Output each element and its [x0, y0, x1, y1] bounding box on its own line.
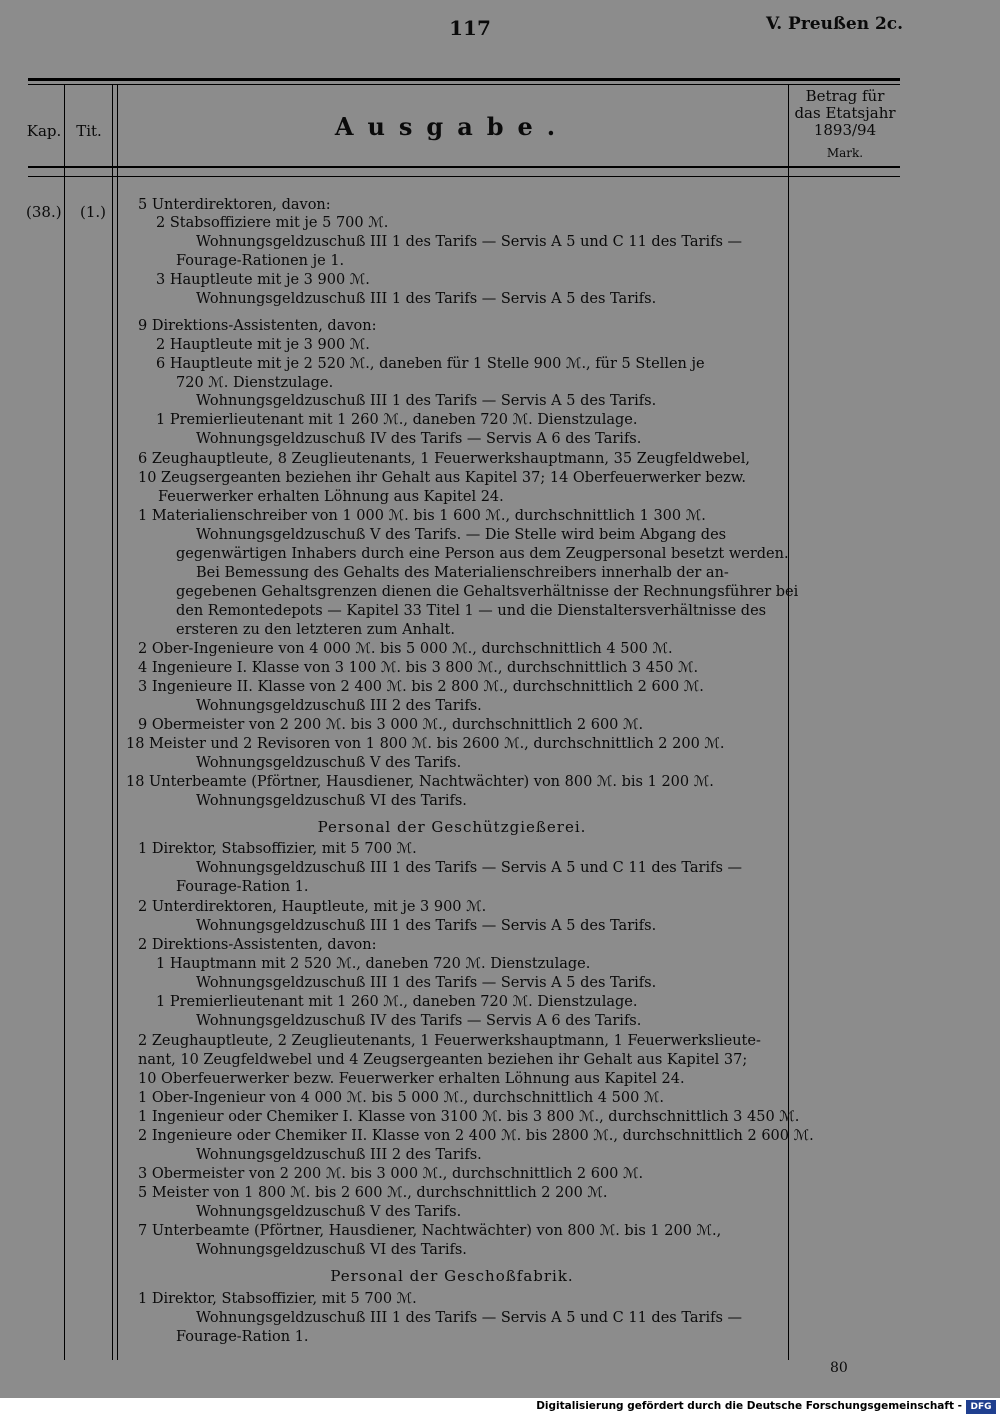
text-line: 1 Ober-Ingenieur von 4 000 ℳ. bis 5 000 ℳ., durchschnittlich 4 500 ℳ.: [138, 1090, 665, 1106]
text-line: 9 Obermeister von 2 200 ℳ. bis 3 000 ℳ., durchschnittlich 2 600 ℳ.: [138, 717, 644, 733]
text-line: 2 Ober-Ingenieure von 4 000 ℳ. bis 5 000 ℳ., durchschnittlich 4 500 ℳ.: [138, 641, 673, 657]
text-line: 6 Zeughauptleute, 8 Zeuglieutenants, 1 Feuerwerkshauptmann, 35 Zeugfeldwebel,: [138, 451, 750, 467]
column-header-tit: Tit.: [76, 122, 102, 140]
text-line: Fourage-Rationen je 1.: [176, 253, 345, 269]
text-line: 1 Materialienschreiber von 1 000 ℳ. bis 1 600 ℳ., durchschnittlich 1 300 ℳ.: [138, 508, 706, 524]
text-line: 5 Unterdirektoren, davon:: [138, 197, 331, 213]
text-line: ersteren zu den letzteren zum Anhalt.: [176, 622, 455, 638]
text-line: 2 Unterdirektoren, Hauptleute, mit je 3 900 ℳ.: [138, 899, 487, 915]
betrag-unit: Mark.: [826, 146, 864, 160]
column-header-main: Ausgabe.: [334, 112, 570, 141]
text-line: 9 Direktions-Assistenten, davon:: [138, 318, 377, 334]
footer-credit: Digitalisierung gefördert durch die Deutsche Forschungsgemeinschaft -: [536, 1400, 962, 1412]
text-line: 1 Ingenieur oder Chemiker I. Klasse von 3100 ℳ. bis 3 800 ℳ., durchschnittlich 3 450 ℳ.: [138, 1109, 800, 1125]
text-line: den Remontedepots — Kapitel 33 Titel 1 — und die Dienstaltersverhältnisse des: [176, 603, 767, 619]
text-line: Wohnungsgeldzuschuß VI des Tarifs.: [196, 793, 467, 809]
text-line: 1 Hauptmann mit 2 520 ℳ., daneben 720 ℳ. Dienstzulage.: [156, 956, 591, 972]
text-line: Wohnungsgeldzuschuß III 1 des Tarifs — Servis A 5 des Tarifs.: [196, 393, 657, 409]
text-line: 10 Zeugsergeanten beziehen ihr Gehalt aus Kapitel 37; 14 Oberfeuerwerker bezw.: [138, 470, 747, 486]
tit-value: (1.): [80, 203, 107, 221]
page-number: 117: [449, 16, 491, 40]
text-line: 4 Ingenieure I. Klasse von 3 100 ℳ. bis 3 800 ℳ., durchschnittlich 3 450 ℳ.: [138, 660, 699, 676]
column-divider-tit-inner: [117, 84, 118, 1360]
text-line: 3 Obermeister von 2 200 ℳ. bis 3 000 ℳ., durchschnittlich 2 600 ℳ.: [138, 1166, 644, 1182]
column-divider-tit: [112, 84, 113, 1360]
betrag-line-1: Betrag für: [805, 87, 885, 105]
section-heading: Personal der Geschützgießerei.: [317, 818, 587, 836]
text-line: 6 Hauptleute mit je 2 520 ℳ., daneben für 1 Stelle 900 ℳ., für 5 Stellen je: [156, 356, 705, 372]
text-line: Feuerwerker erhalten Löhnung aus Kapitel 24.: [158, 489, 504, 505]
header-rule-thin: [28, 176, 900, 177]
text-line: Fourage-Ration 1.: [176, 879, 309, 895]
text-line: 7 Unterbeamte (Pförtner, Hausdiener, Nachtwächter) von 800 ℳ. bis 1 200 ℳ.,: [138, 1223, 722, 1239]
text-line: 1 Premierlieutenant mit 1 260 ℳ., daneben 720 ℳ. Dienstzulage.: [156, 994, 638, 1010]
text-line: Wohnungsgeldzuschuß IV des Tarifs — Servis A 6 des Tarifs.: [196, 1013, 642, 1029]
text-line: 2 Ingenieure oder Chemiker II. Klasse von 2 400 ℳ. bis 2800 ℳ., durchschnittlich 2 600 ℳ.: [138, 1128, 814, 1144]
text-line: Wohnungsgeldzuschuß IV des Tarifs — Servis A 6 des Tarifs.: [196, 431, 642, 447]
text-line: 3 Ingenieure II. Klasse von 2 400 ℳ. bis 2 800 ℳ., durchschnittlich 2 600 ℳ.: [138, 679, 704, 695]
text-line: 1 Premierlieutenant mit 1 260 ℳ., daneben 720 ℳ. Dienstzulage.: [156, 412, 638, 428]
page-bottom-marker: 80: [830, 1360, 848, 1376]
section-heading: Personal der Geschoßfabrik.: [330, 1267, 574, 1285]
top-rule: [28, 78, 900, 81]
text-line: 2 Zeughauptleute, 2 Zeuglieutenants, 1 Feuerwerkshauptmann, 1 Feuerwerkslieute-: [138, 1033, 761, 1049]
text-line: 5 Meister von 1 800 ℳ. bis 2 600 ℳ., durchschnittlich 2 200 ℳ.: [138, 1185, 608, 1201]
footer-bar: [0, 1398, 1000, 1418]
column-divider-betrag: [788, 84, 789, 1360]
betrag-line-3: 1893/94: [813, 121, 877, 139]
text-line: gegebenen Gehaltsgrenzen dienen die Gehaltsverhältnisse der Rechnungsführer bei: [176, 584, 799, 600]
kap-value: (38.): [26, 203, 62, 221]
text-line: 18 Meister und 2 Revisoren von 1 800 ℳ. bis 2600 ℳ., durchschnittlich 2 200 ℳ.: [126, 736, 725, 752]
top-rule-thin: [28, 84, 900, 85]
text-line: 2 Hauptleute mit je 3 900 ℳ.: [156, 337, 370, 353]
text-line: Wohnungsgeldzuschuß V des Tarifs. — Die Stelle wird beim Abgang des: [196, 527, 727, 543]
text-line: Wohnungsgeldzuschuß III 1 des Tarifs — Servis A 5 und C 11 des Tarifs —: [196, 234, 743, 250]
text-line: Wohnungsgeldzuschuß V des Tarifs.: [196, 755, 462, 771]
column-header-kap: Kap.: [26, 122, 62, 140]
text-line: 2 Direktions-Assistenten, davon:: [138, 937, 377, 953]
running-header: V. Preußen 2c.: [766, 14, 904, 34]
header-rule: [28, 166, 900, 168]
column-header-betrag: [790, 88, 900, 162]
text-line: Bei Bemessung des Gehalts des Materialienschreibers innerhalb der an-: [196, 565, 729, 581]
text-line: Wohnungsgeldzuschuß III 1 des Tarifs — Servis A 5 des Tarifs.: [196, 975, 657, 991]
dfg-logo: DFG: [966, 1400, 996, 1414]
text-line: 10 Oberfeuerwerker bezw. Feuerwerker erhalten Löhnung aus Kapitel 24.: [138, 1071, 685, 1087]
text-line: gegenwärtigen Inhabers durch eine Person aus dem Zeugpersonal besetzt werden.: [176, 546, 789, 562]
text-line: Wohnungsgeldzuschuß V des Tarifs.: [196, 1204, 462, 1220]
text-line: nant, 10 Zeugfeldwebel und 4 Zeugsergeanten beziehen ihr Gehalt aus Kapitel 37;: [138, 1052, 748, 1068]
text-line: Fourage-Ration 1.: [176, 1329, 309, 1345]
text-line: Wohnungsgeldzuschuß III 1 des Tarifs — Servis A 5 und C 11 des Tarifs —: [196, 860, 743, 876]
column-divider-kap: [64, 84, 65, 1360]
text-line: 18 Unterbeamte (Pförtner, Hausdiener, Nachtwächter) von 800 ℳ. bis 1 200 ℳ.: [126, 774, 714, 790]
text-line: 720 ℳ. Dienstzulage.: [176, 375, 334, 391]
text-line: 1 Direktor, Stabsoffizier, mit 5 700 ℳ.: [138, 1291, 417, 1307]
betrag-line-2: das Etatsjahr: [794, 104, 896, 122]
text-line: 1 Direktor, Stabsoffizier, mit 5 700 ℳ.: [138, 841, 417, 857]
text-line: Wohnungsgeldzuschuß III 2 des Tarifs.: [196, 1147, 482, 1163]
text-line: Wohnungsgeldzuschuß III 1 des Tarifs — Servis A 5 des Tarifs.: [196, 918, 657, 934]
text-line: Wohnungsgeldzuschuß III 2 des Tarifs.: [196, 698, 482, 714]
text-line: 2 Stabsoffiziere mit je 5 700 ℳ.: [156, 215, 389, 231]
text-line: Wohnungsgeldzuschuß VI des Tarifs.: [196, 1242, 467, 1258]
text-line: 3 Hauptleute mit je 3 900 ℳ.: [156, 272, 370, 288]
text-line: Wohnungsgeldzuschuß III 1 des Tarifs — Servis A 5 und C 11 des Tarifs —: [196, 1310, 743, 1326]
text-line: Wohnungsgeldzuschuß III 1 des Tarifs — Servis A 5 des Tarifs.: [196, 291, 657, 307]
